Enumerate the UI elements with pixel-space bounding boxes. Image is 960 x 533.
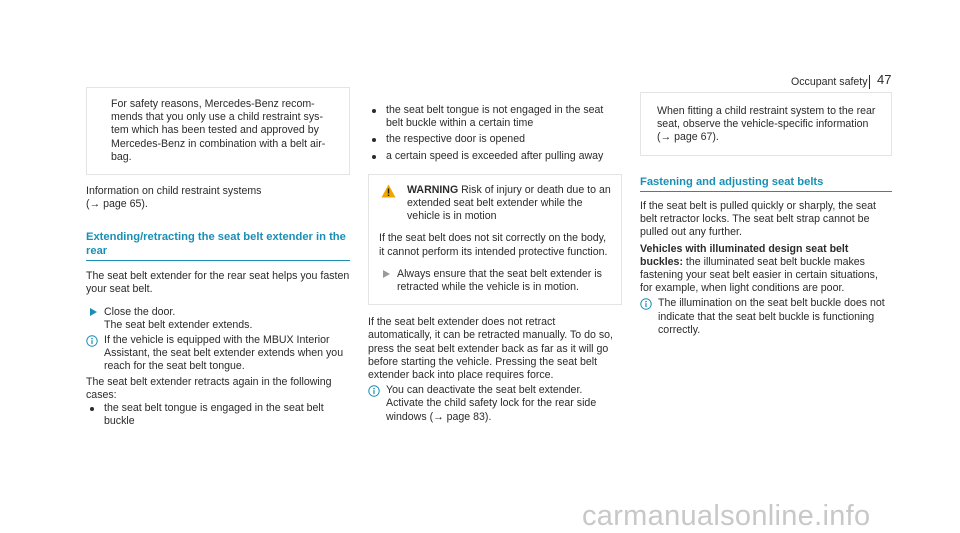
note-deactivate [368,384,622,424]
warning-triangle-icon [381,184,396,198]
note-text: The illumination on the seat belt buckle does not indicate that the seat belt buckle is functioning correctly. [658,297,885,336]
info-text-body: Information on child restraint systems [86,185,262,198]
section-heading-fastening: Fastening and adjusting seat belts [640,176,892,192]
info-page-ref[interactable]: (→ page 65). [86,198,148,211]
list-item [368,150,622,163]
illuminated-buckle-label: Vehicles with illuminated design seat belt buckles: [640,242,849,268]
column-1 [86,0,350,428]
info-box-text: For safety reasons, Mercedes-Benz recom-mends that you only use a child restraint sys-tem which has been tested and approved by Mercedes-Benz in combination with a belt air-bag. [111,98,326,163]
note-text: You can deactivate the seat belt extender. Activate the child safety lock for the rear side windows (→ page 83). [386,384,597,423]
list-item [368,104,622,130]
step-result: The seat belt extender extends. [104,318,253,331]
illuminated-buckle-text: the illuminated seat belt buckle makes fastening your seat belt easier in certain situations, for example, when light conditions are poor. [640,255,878,295]
info-note-icon [640,298,652,310]
info-text [86,185,350,211]
list-item-text: the respective door is opened [386,133,525,146]
section-heading-extender: Extending/retracting the seat belt extender in the rear [86,231,350,261]
list-item-text: the seat belt tongue is engaged in the seat belt buckle [104,402,324,428]
info-note-icon [86,335,98,347]
intro-paragraph: The seat belt extender for the rear seat helps you fasten your seat belt. [86,270,350,296]
step-arrow-icon [383,270,390,278]
step-close-door [86,306,350,332]
step-text: Close the door. [104,305,176,318]
warning-body: If the seat belt does not sit correctly on the body, it cannot perform its intended protective function. [379,232,608,258]
list-item [368,133,622,146]
bullet-icon [372,109,376,113]
info-note-icon [368,385,380,397]
warning-action [379,268,611,294]
manual-retract-paragraph: If the seat belt extender does not retract automatically, it can be retracted manually. To do so, press the seat belt extender back as far as it will go before starting the vehicle. Pressing the seat belt extender back into place requires force. [368,316,613,382]
warning-box [368,174,622,305]
note-illumination [640,297,892,337]
page-number: 47 [877,72,892,87]
warning-header [379,184,611,224]
retractor-paragraph: If the seat belt is pulled quickly or sharply, the seat belt retractor locks. The seat belt strap cannot be pulled out any further. [640,200,876,239]
retract-paragraph: The seat belt extender retracts again in the following cases: [86,375,332,401]
list-item-text: the seat belt tongue is not engaged in the seat belt buckle within a certain time [386,104,604,130]
warning-action-text: Always ensure that the seat belt extender is retracted while the vehicle is in motion. [397,267,602,294]
column-2 [368,0,622,424]
section-title: Occupant safety [791,76,868,88]
info-box [86,87,350,175]
step-arrow-icon [90,308,97,316]
watermark: carmanualsonline.info [582,500,871,532]
info-box [640,92,892,156]
column-3 [640,0,892,337]
list-item-text: a certain speed is exceeded after pulling away [386,149,604,162]
warning-subject: Risk of injury or death due to an extended seat belt extender while the vehicle is in motion [407,183,611,223]
warning-title: WARNING [407,183,459,196]
bullet-icon [90,407,94,411]
info-box-text: When fitting a child restraint system to the rear seat, observe the vehicle-specific information (→ page 67). [657,105,876,144]
illuminated-buckle-paragraph [640,243,892,296]
list-item [86,402,350,428]
note-text: If the vehicle is equipped with the MBUX Interior Assistant, the seat belt extender extends when you reach for the seat belt tongue. [104,334,344,373]
bullet-icon [372,138,376,142]
bullet-list [368,104,622,163]
bullet-icon [372,155,376,159]
note-mbux [86,334,350,374]
